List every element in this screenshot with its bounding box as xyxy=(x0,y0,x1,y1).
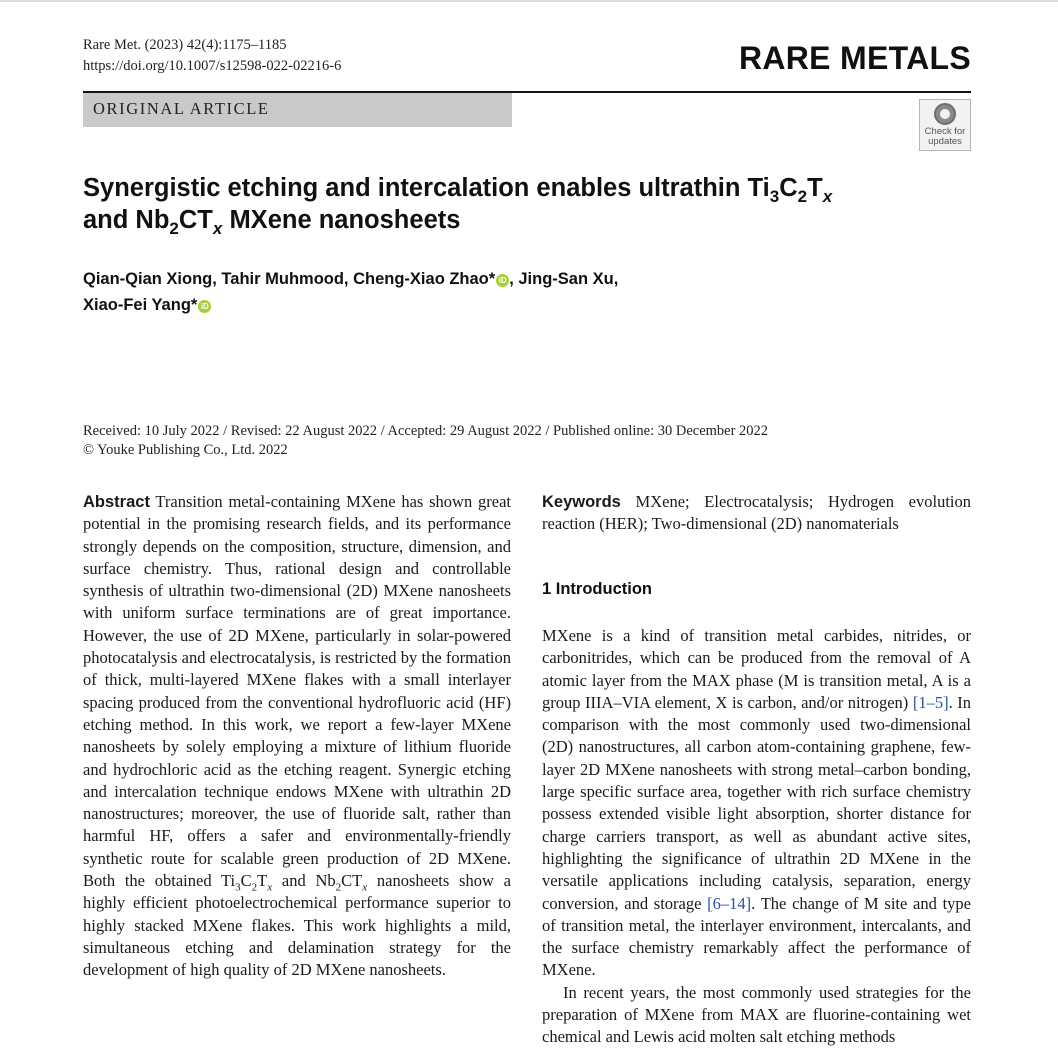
title-line-2: and $Nb_2CT_x$ MXene nanosheets xyxy=(83,206,461,239)
article-type-label: ORIGINAL ARTICLE xyxy=(93,99,270,118)
doi-link[interactable]: https://doi.org/10.1007/s12598-022-02216-6 xyxy=(83,58,342,74)
article-title xyxy=(83,172,971,239)
title-line-1: Synergistic etching and intercalation enables ultrathin $Ti_3C_2T_x$ xyxy=(83,174,833,207)
check-for-updates-button[interactable] xyxy=(919,99,971,151)
check-updates-label: Check for updates xyxy=(924,126,966,147)
author-list xyxy=(83,266,618,318)
copyright-line: © Youke Publishing Co., Ltd. 2022 xyxy=(83,442,288,458)
keywords-label: Keywords xyxy=(542,493,621,511)
top-border xyxy=(0,0,1058,2)
keywords-text: Keywords MXene; Electrocatalysis; Hydrogen evolution reaction (HER); Two-dimensional (2D) nanomaterials xyxy=(542,492,971,534)
history-dates: Received: 10 July 2022 / Revised: 22 August 2022 / Accepted: 29 August 2022 / Published online: 30 December 2022 xyxy=(83,423,769,439)
citation-volume: Rare Met. (2023) 42(4):1175–1185 xyxy=(83,37,287,53)
abstract-section xyxy=(83,491,511,982)
orcid-icon[interactable]: iD xyxy=(496,274,509,287)
author-line-1: Qian-Qian Xiong, Tahir Muhmood, Cheng-Xiao Zhao* iD , Jing-San Xu, xyxy=(83,270,619,288)
author-line-2: Xiao-Fei Yang* iD xyxy=(83,292,618,318)
reference-link[interactable]: [6–14] xyxy=(707,893,752,913)
article-type-band xyxy=(83,93,512,127)
check-updates-icon xyxy=(934,103,956,125)
intro-paragraph-2: In recent years, the most commonly used strategies for the preparation of MXene from MAX are fluorine-containing wet chemical and Lewis acid molten salt etching methods xyxy=(542,982,971,1047)
publication-dates xyxy=(83,422,768,460)
reference-link[interactable]: [1–5] xyxy=(912,692,949,712)
citation-block xyxy=(83,35,341,77)
orcid-icon[interactable]: iD xyxy=(198,300,211,313)
abstract-label: Abstract xyxy=(83,493,150,511)
intro-paragraph-1: MXene is a kind of transition metal carbides, nitrides, or carbonitrides, which can be produced from the removal of A atomic layer from the MAX phase (M is transition metal, A is a group IIIA–VIA element, X is carbon, and/or nitrogen) [1–5]. In comparison with the most commonly used two-dimensional (2D) nanostructures, all carbon atom-containing graphene, few-layer 2D MXene nanosheets with strong metal–carbon bonding, large specific surface area, together with rich surface chemistry possess extended visible light absorption, shorter distance for charge carriers transport, as well as abundant active sites, highlighting the significance of ultrathin 2D MXene in the versatile applications including catalysis, separation, energy conversion, and storage [6–14]. The change of M site and type of transition metal, the interlayer environment, intercalants, and the surface chemistry remarkably affect the performance of MXene. xyxy=(542,626,971,980)
journal-name: RARE METALS xyxy=(738,40,971,76)
introduction-section xyxy=(542,625,971,1049)
abstract-text: Abstract Transition metal-containing MXene has shown great potential in the promising research fields, and its performance strongly depends on the composition, structure, dimension, and surface chemistry. Thus, rational design and controllable synthesis of ultrathin two-dimensional (2D) MXene nanosheets with uniform surface terminations are of great importance. However, the use of 2D MXene, particularly in solar-powered photocatalysis and electrocatalysis, is restricted by the formation of thick, multi-layered MXene flakes with a small interlayer spacing produced from the conventional hydrofluoric acid (HF) etching method. In this work, we report a few-layer MXene nanosheets by solely employing a mixture of lithium fluoride and hydrochloric acid as the etching reagent. Synergic etching and intercalation technique endows MXene with ultrathin 2D nanostructures; moreover, the use of fluoride salt, rather than harmful HF, offers a safer and environmentally-friendly synthetic route for scalable green production of 2D MXene. Both the obtained $Ti_3C_2T_x$ and $Nb_2CT_x$ nanosheets show a highly efficient photoelectrochemical performance superior to highly stacked MXene flakes. This work highlights a mild, simultaneous etching and delamination strategy for the development of high quality of 2D MXene nanosheets. xyxy=(83,492,511,980)
section-heading-introduction: 1 Introduction xyxy=(542,580,652,598)
keywords-section xyxy=(542,491,971,536)
